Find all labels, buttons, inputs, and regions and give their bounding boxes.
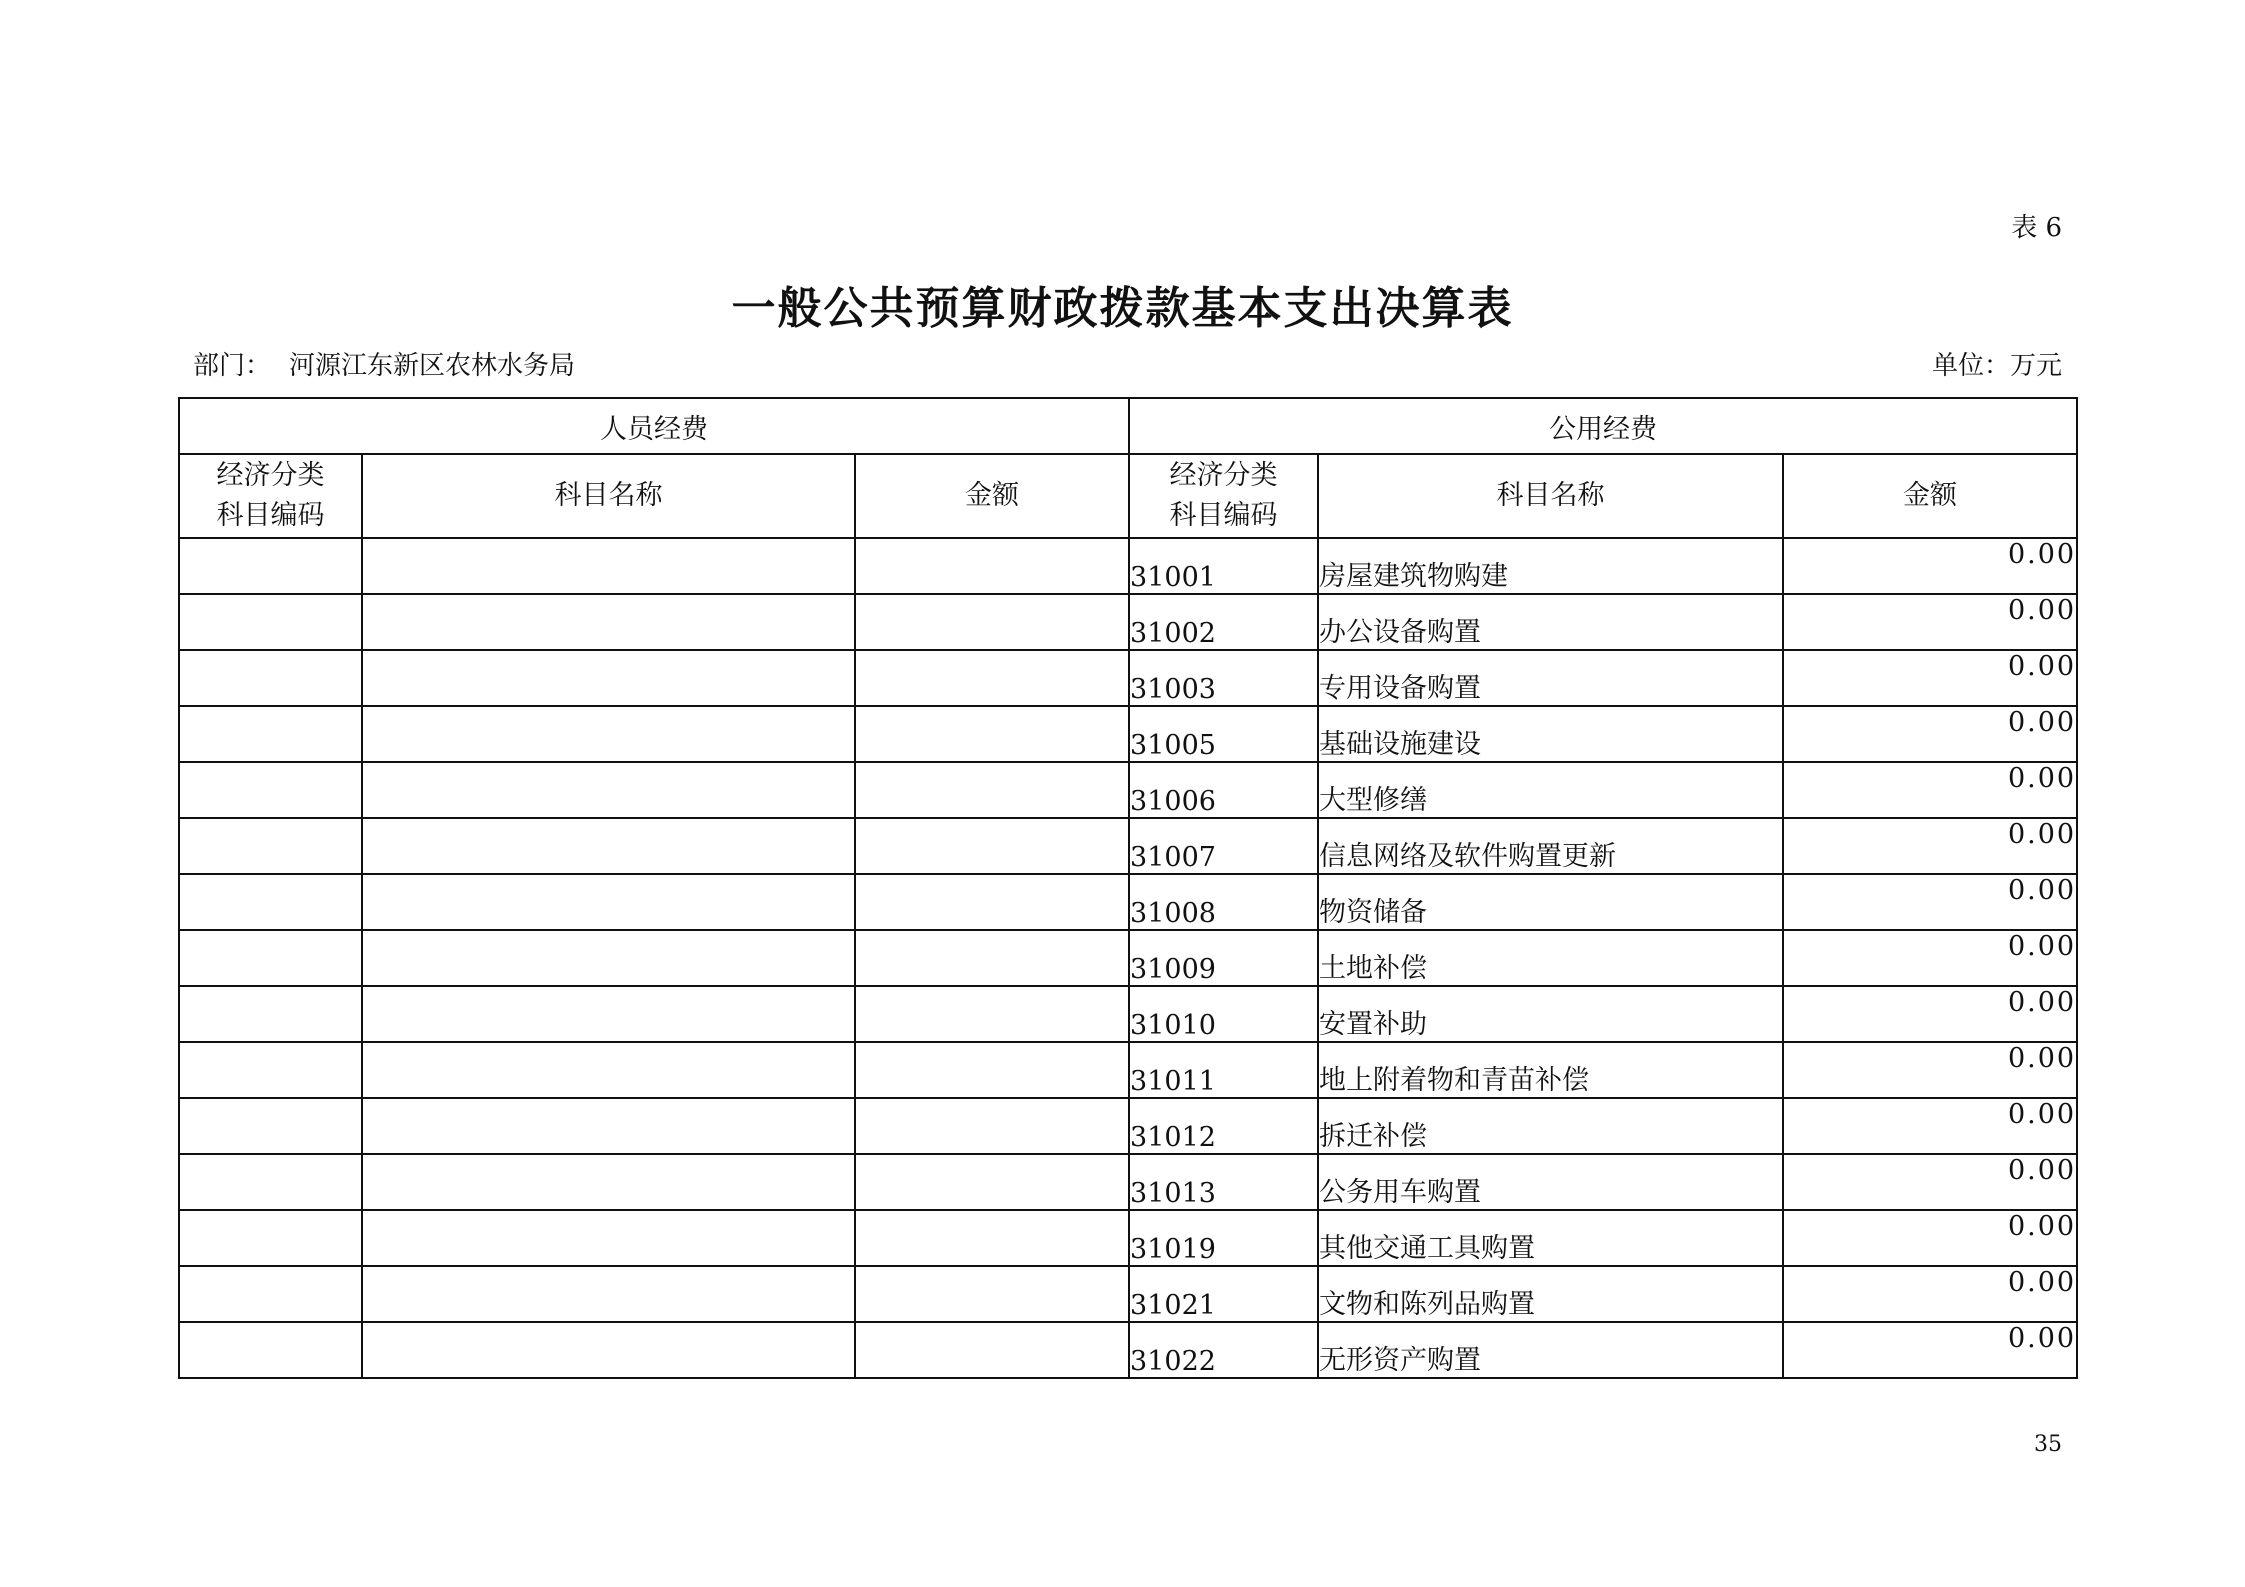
table-row (179, 874, 2077, 930)
personnel-code-cell (179, 1266, 362, 1322)
table-row (179, 1322, 2077, 1378)
table-row (179, 818, 2077, 874)
public-name-cell: 办公设备购置 (1318, 594, 1783, 650)
public-name-cell: 房屋建筑物购建 (1318, 538, 1783, 594)
personnel-code-cell (179, 594, 362, 650)
public-code-cell: 31013 (1129, 1154, 1318, 1210)
public-amount-cell: 0.00 (1783, 1042, 2077, 1098)
personnel-name-cell (362, 650, 855, 706)
public-amount-cell: 0.00 (1783, 706, 2077, 762)
unit-label: 单位：万元 (1931, 351, 2062, 381)
page-number: 35 (2034, 1432, 2062, 1457)
personnel-code-cell (179, 650, 362, 706)
personnel-code-cell (179, 1098, 362, 1154)
personnel-amount-cell (855, 650, 1129, 706)
public-name-cell: 信息网络及软件购置更新 (1318, 818, 1783, 874)
public-code-cell: 31003 (1129, 650, 1318, 706)
personnel-amount-cell (855, 874, 1129, 930)
public-amount-cell: 0.00 (1783, 538, 2077, 594)
table-row (179, 1266, 2077, 1322)
personnel-code-cell (179, 538, 362, 594)
public-amount-cell: 0.00 (1783, 874, 2077, 930)
personnel-amount-cell (855, 594, 1129, 650)
table-row (179, 1210, 2077, 1266)
personnel-amount-cell (855, 1266, 1129, 1322)
personnel-name-cell (362, 1042, 855, 1098)
table-row (179, 986, 2077, 1042)
personnel-name-cell (362, 762, 855, 818)
department-line (193, 345, 575, 382)
personnel-code-cell (179, 1042, 362, 1098)
personnel-code-cell (179, 706, 362, 762)
table-row (179, 706, 2077, 762)
personnel-code-cell (179, 986, 362, 1042)
col-header-amount-personnel: 金额 (855, 454, 1129, 538)
public-name-cell: 其他交通工具购置 (1318, 1210, 1783, 1266)
table-row (179, 1098, 2077, 1154)
public-name-cell: 文物和陈列品购置 (1318, 1266, 1783, 1322)
table-row (179, 1154, 2077, 1210)
public-amount-cell: 0.00 (1783, 1266, 2077, 1322)
col-header-code-line2: 科目编码 (1169, 500, 1278, 531)
personnel-amount-cell (855, 818, 1129, 874)
personnel-amount-cell (855, 1322, 1129, 1378)
personnel-name-cell (362, 1266, 855, 1322)
personnel-code-cell (179, 874, 362, 930)
table-row (179, 1042, 2077, 1098)
public-amount-cell: 0.00 (1783, 650, 2077, 706)
public-amount-cell: 0.00 (1783, 986, 2077, 1042)
personnel-amount-cell (855, 762, 1129, 818)
personnel-code-cell (179, 1322, 362, 1378)
public-code-cell: 31001 (1129, 538, 1318, 594)
personnel-amount-cell (855, 706, 1129, 762)
group-header-row (179, 398, 2077, 454)
personnel-name-cell (362, 986, 855, 1042)
public-name-cell: 地上附着物和青苗补偿 (1318, 1042, 1783, 1098)
personnel-amount-cell (855, 1042, 1129, 1098)
table-number: 表 6 (2011, 213, 2062, 243)
public-amount-cell: 0.00 (1783, 818, 2077, 874)
col-header-name-public: 科目名称 (1318, 454, 1783, 538)
table-row (179, 762, 2077, 818)
personnel-amount-cell (855, 538, 1129, 594)
public-name-cell: 无形资产购置 (1318, 1322, 1783, 1378)
public-code-cell: 31007 (1129, 818, 1318, 874)
public-amount-cell: 0.00 (1783, 762, 2077, 818)
public-code-cell: 31009 (1129, 930, 1318, 986)
col-header-code-line2: 科目编码 (216, 500, 325, 531)
personnel-name-cell (362, 1098, 855, 1154)
public-name-cell: 安置补助 (1318, 986, 1783, 1042)
personnel-name-cell (362, 874, 855, 930)
document-title: 一般公共预算财政拨款基本支出决算表 (731, 283, 1514, 334)
table-row (179, 538, 2077, 594)
personnel-name-cell (362, 594, 855, 650)
table-row (179, 594, 2077, 650)
public-name-cell: 土地补偿 (1318, 930, 1783, 986)
public-amount-cell: 0.00 (1783, 1322, 2077, 1378)
personnel-name-cell (362, 818, 855, 874)
public-amount-cell: 0.00 (1783, 1154, 2077, 1210)
col-header-code-public (1129, 454, 1318, 538)
personnel-code-cell (179, 930, 362, 986)
personnel-name-cell (362, 706, 855, 762)
table-row (179, 930, 2077, 986)
col-header-code-line1: 经济分类 (216, 460, 325, 491)
department-label: 部门： (193, 351, 272, 381)
budget-table (178, 397, 2078, 1379)
public-amount-cell: 0.00 (1783, 1098, 2077, 1154)
col-header-code-personnel (179, 454, 362, 538)
group-header-personnel: 人员经费 (179, 398, 1129, 454)
personnel-amount-cell (855, 986, 1129, 1042)
department-name: 河源江东新区农林水务局 (289, 351, 576, 381)
column-header-row (179, 454, 2077, 538)
public-code-cell: 31011 (1129, 1042, 1318, 1098)
personnel-amount-cell (855, 930, 1129, 986)
col-header-name-personnel: 科目名称 (362, 454, 855, 538)
public-name-cell: 大型修缮 (1318, 762, 1783, 818)
personnel-amount-cell (855, 1098, 1129, 1154)
public-amount-cell: 0.00 (1783, 594, 2077, 650)
personnel-name-cell (362, 1322, 855, 1378)
public-code-cell: 31012 (1129, 1098, 1318, 1154)
public-code-cell: 31002 (1129, 594, 1318, 650)
personnel-name-cell (362, 1210, 855, 1266)
public-name-cell: 物资储备 (1318, 874, 1783, 930)
public-code-cell: 31022 (1129, 1322, 1318, 1378)
public-code-cell: 31005 (1129, 706, 1318, 762)
public-amount-cell: 0.00 (1783, 1210, 2077, 1266)
personnel-name-cell (362, 538, 855, 594)
public-name-cell: 拆迁补偿 (1318, 1098, 1783, 1154)
col-header-amount-public: 金额 (1783, 454, 2077, 538)
public-name-cell: 专用设备购置 (1318, 650, 1783, 706)
public-code-cell: 31010 (1129, 986, 1318, 1042)
public-amount-cell: 0.00 (1783, 930, 2077, 986)
personnel-name-cell (362, 1154, 855, 1210)
personnel-code-cell (179, 762, 362, 818)
personnel-code-cell (179, 818, 362, 874)
table-row (179, 650, 2077, 706)
personnel-amount-cell (855, 1210, 1129, 1266)
public-code-cell: 31019 (1129, 1210, 1318, 1266)
public-name-cell: 公务用车购置 (1318, 1154, 1783, 1210)
group-header-public: 公用经费 (1129, 398, 2077, 454)
public-code-cell: 31021 (1129, 1266, 1318, 1322)
col-header-code-line1: 经济分类 (1169, 460, 1278, 491)
public-code-cell: 31008 (1129, 874, 1318, 930)
personnel-amount-cell (855, 1154, 1129, 1210)
personnel-code-cell (179, 1210, 362, 1266)
personnel-code-cell (179, 1154, 362, 1210)
public-name-cell: 基础设施建设 (1318, 706, 1783, 762)
personnel-name-cell (362, 930, 855, 986)
public-code-cell: 31006 (1129, 762, 1318, 818)
